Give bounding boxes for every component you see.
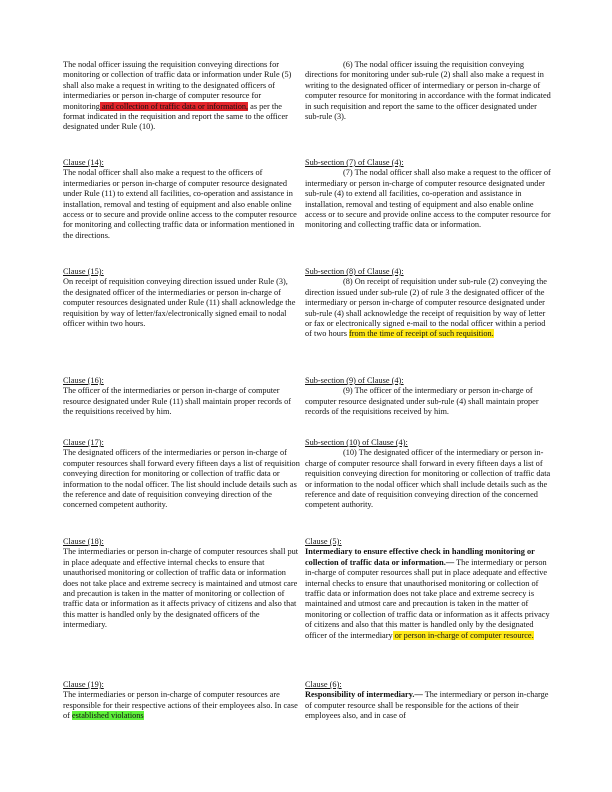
red-highlight: and collection of traffic data or information, (99, 101, 249, 111)
clause-title: Responsibility of intermediary.— (305, 690, 423, 700)
clause-heading: Clause (6): (305, 680, 342, 689)
right-clause-6 (305, 680, 553, 722)
right-subsection-8 (305, 267, 553, 340)
clause-text (305, 547, 553, 641)
left-clause-16 (63, 376, 300, 418)
clause-heading: Clause (14): (63, 158, 104, 167)
clause-text-body: The intermediary or person in-charge of computer resource shall be responsible for the actions of their employees also, and in case of (305, 690, 549, 721)
subsection-text-start: (8) On receipt of requisition under sub-rule (2) conveying the direction issued under sub-rule (2) of rule 3 the designated officer of the intermediary or person in-charge of computer resource designated under sub-rule (4) shall acknowledge the receipt of requisition by way of letter or fax or electronically signed e-mail to the nodal officer within a period of two hours (305, 277, 547, 339)
clause-text: On receipt of requisition conveying direction issued under Rule (3), the designated officer of the intermediaries or person in-charge of computer resources designated under Rule (11) shall acknowledge the requisition by way of letter/fax/electronically signed email to nodal officer within two hours. (63, 277, 296, 329)
subsection-text (305, 277, 553, 339)
clause-heading: Clause (5): (305, 537, 342, 546)
subsection-heading: Sub-section (7) of Clause (4): (305, 158, 404, 167)
subsection-text: (10) The designated officer of the intermediary or person in-charge of computer resource shall forward in every fifteen days a list of requisition conveying direction for monitoring or collection of traffic data or information to the nodal officer which shall include details such as the reference and date of requisition conveying direction of the concerned competent authority. (305, 448, 551, 510)
right-clause-5 (305, 537, 553, 641)
left-clause-15 (63, 267, 300, 329)
left-clause-17 (63, 438, 300, 511)
clause-text: The intermediaries or person in-charge of computer resources shall put in place adequate and effective internal checks to ensure that unauthorised monitoring or collection of traffic data or information does not take place and extreme secrecy is maintained and utmost care and precaution is taken in the matter of monitoring or collection of traffic data or information as it affects privacy of citizens and also that this matter is handled only by the designated officers of the intermediary. (63, 547, 299, 630)
clause-text: The nodal officer shall also make a request to the officers of intermediaries or person in-charge of computer resource designated under Rule (11) to extend all facilities, co-operation and assistance in installation, removal and testing of equipment and also enable online access or to secure and provide online access to the computer resource for monitoring and collecting traffic data or information mentioned in the directions. (63, 168, 297, 240)
clause-heading: Clause (19): (63, 680, 104, 689)
subsection-text: (7) The nodal officer shall also make a request to the officer of intermediary or person in-charge of computer resource designated under sub-rule (4) to extend all facilities, co-operation and assistance in installation, removal and testing of equipment and also enable online access or to secure and provide online access to the computer resource for monitoring and collecting traffic data or information. (305, 168, 551, 230)
right-subsection-10 (305, 438, 553, 511)
left-clause-14 (63, 158, 300, 241)
left-paragraph-1 (63, 60, 300, 133)
clause-text-body: The intermediary or person in-charge of computer resources shall put in place adequate and effective internal checks to ensure that unauthorised monitoring or collection of traffic data or information does not take place and extreme secrecy is maintained and utmost care and precaution is taken in the matter of monitoring or collection of traffic data or information as it affects privacy of citizens and also that this matter is handled only by the designated officer of the intermediary (305, 557, 550, 640)
clause-heading: Clause (16): (63, 376, 104, 385)
left-clause-18 (63, 537, 300, 631)
yellow-highlight: from the time of receipt of such requisition. (349, 329, 494, 339)
clause-text (305, 690, 553, 721)
right-subsection-7 (305, 158, 553, 231)
clause-text (63, 690, 300, 721)
subsection-heading: Sub-section (9) of Clause (4): (305, 376, 404, 385)
clause-text-start: The intermediaries or person in-charge of computer resources are responsible for their respective actions of their employees also. In case of (63, 690, 298, 721)
clause-heading: Clause (17): (63, 438, 104, 447)
clause-text: The officer of the intermediaries or person in-charge of computer resource designated under Rule (11) shall maintain proper records of the requisitions received by him. (63, 386, 292, 417)
subsection-heading: Sub-section (8) of Clause (4): (305, 267, 404, 276)
yellow-highlight: or person in-charge of computer resource. (392, 630, 534, 640)
clause-text: The designated officers of the intermediaries or person in-charge of computer resources shall forward every fifteen days a list of requisition conveying direction for monitoring or collection of traffic data or information to the nodal officer. The list should include details such as the reference and date of requisition conveying direction of the concerned competent authority. (63, 448, 300, 510)
green-highlight: established violations (72, 711, 144, 721)
subsection-heading: Sub-section (10) of Clause (4): (305, 438, 408, 447)
left-paragraph-1-text-end: as per the format indicated in the requisition and report the same to the officer designated under Rule (10). (63, 101, 288, 132)
subsection-text: (9) The officer of the intermediary or person in-charge of computer resource designated under sub-rule (4) shall maintain proper records of the requisitions received by him. (305, 386, 539, 417)
right-subsection-9 (305, 376, 553, 418)
left-paragraph-1-text: The nodal officer issuing the requisition conveying directions for monitoring or collection of traffic data or information under Rule (5) shall also make a request in writing to the designated officers of intermediaries or person in-charge of computer resource for monitoring (63, 60, 292, 111)
right-paragraph-6: (6) The nodal officer issuing the requisition conveying directions for monitoring under sub-rule (2) shall also make a request in writing to the designated officer of intermediary or person in-charge of computer resource for monitoring in accordance with the format indicated in such requisition and report the same to the officer designated under sub-rule (3). (305, 60, 551, 122)
clause-title: Intermediary to ensure effective check in handling monitoring or collection of traffic data or information.— (305, 547, 535, 567)
left-clause-19 (63, 680, 300, 722)
clause-heading: Clause (15): (63, 267, 104, 276)
clause-heading: Clause (18): (63, 537, 104, 546)
